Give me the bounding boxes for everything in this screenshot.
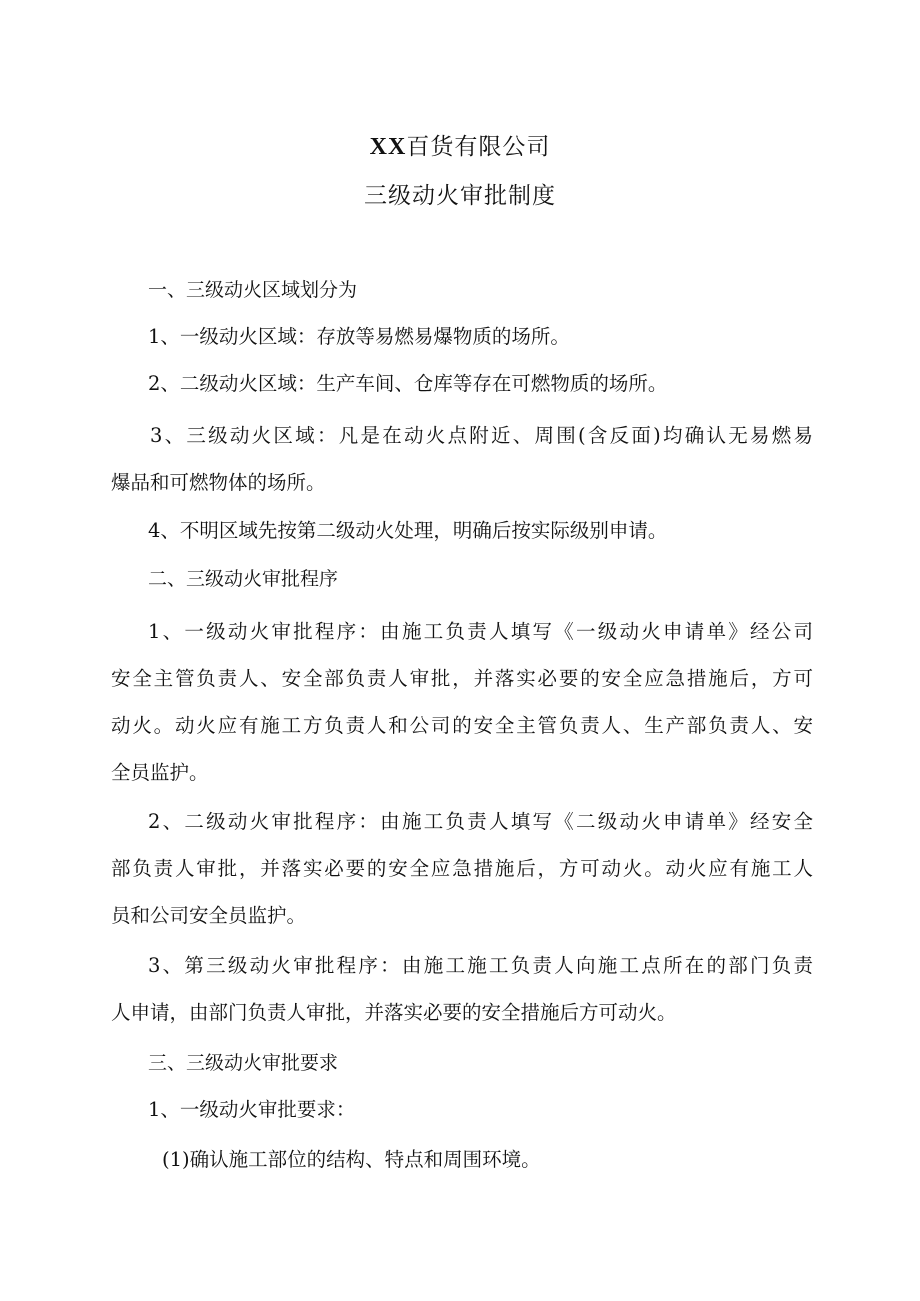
paragraph-line: 4、不明区域先按第二级动火处理，明确后按实际级别申请。	[148, 519, 668, 542]
paragraph-line: 安全主管负责人、安全部负责人审批，并落实必要的安全应急措施后，方可	[111, 667, 813, 690]
company-title-suffix: 百货有限公司	[406, 134, 551, 160]
paragraph-line: (1)确认施工部位的结构、特点和周围环境。	[162, 1148, 541, 1171]
paragraph-line: 全员监护。	[111, 761, 209, 784]
section-heading-procedure: 二、三级动火审批程序	[148, 568, 339, 590]
paragraph-line: 动火。动火应有施工方负责人和公司的安全主管负责人、生产部负责人、安	[111, 714, 813, 737]
paragraph-line: 2、二级动火审批程序：由施工负责人填写《二级动火申请单》经安全	[148, 810, 813, 833]
company-title	[0, 128, 920, 161]
paragraph-line: 爆品和可燃物体的场所。	[111, 471, 326, 494]
paragraph-line: 部负责人审批，并落实必要的安全应急措施后，方可动火。动火应有施工人	[111, 857, 813, 880]
paragraph-line: 人申请，由部门负责人审批，并落实必要的安全措施后方可动火。	[111, 1001, 677, 1024]
company-title-prefix: XX	[369, 134, 407, 160]
section-heading-requirements: 三、三级动火审批要求	[148, 1052, 339, 1074]
paragraph-line: 1、一级动火区域：存放等易燃易爆物质的场所。	[148, 325, 570, 348]
paragraph-line: 3、三级动火区域：凡是在动火点附近、周围(含反面)均确认无易燃易	[150, 424, 813, 447]
section-heading-zones: 一、三级动火区域划分为	[148, 279, 358, 301]
document-title: 三级动火审批制度	[364, 183, 556, 209]
paragraph-line: 1、一级动火审批程序：由施工负责人填写《一级动火申请单》经公司	[148, 620, 813, 643]
paragraph-line: 2、二级动火区域：生产车间、仓库等存在可燃物质的场所。	[148, 372, 668, 395]
paragraph-line: 员和公司安全员监护。	[111, 904, 307, 927]
paragraph-line: 3、第三级动火审批程序：由施工施工负责人向施工点所在的部门负责	[148, 954, 813, 977]
paragraph-line: 1、一级动火审批要求：	[148, 1098, 356, 1121]
